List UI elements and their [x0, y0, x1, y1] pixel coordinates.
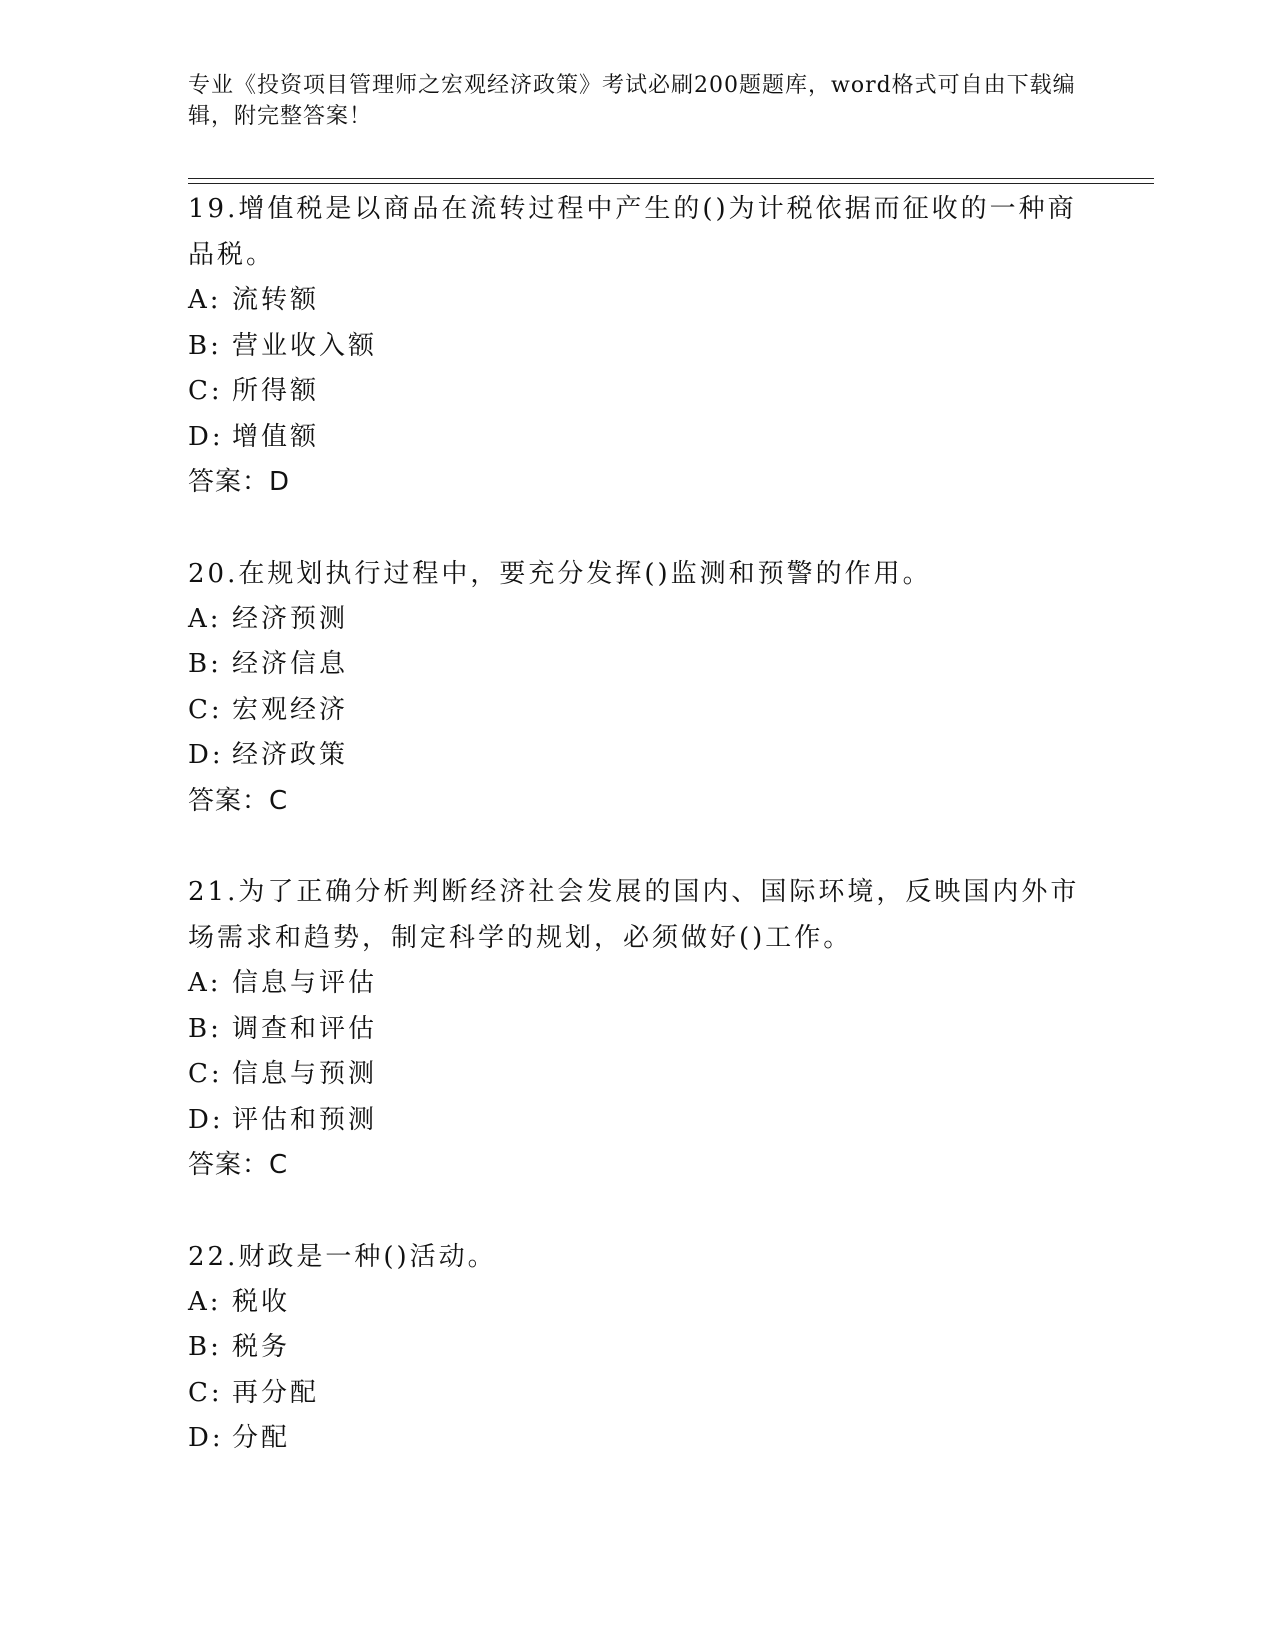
answer: 答案：C: [188, 1150, 289, 1180]
document-header: 专业《投资项目管理师之宏观经济政策》考试必刷200题题库，word格式可自由下载编辑，附完整答案！: [188, 73, 1076, 129]
question-stem: 22.财政是一种()活动。: [188, 1241, 497, 1272]
option-label: B:: [188, 649, 222, 679]
option-c: [188, 688, 1088, 734]
option-text: 信息与预测: [232, 1059, 378, 1089]
option-label: A:: [188, 603, 222, 634]
option-text: 宏观经济: [232, 694, 349, 725]
option-text: 流转额: [232, 285, 320, 315]
option-label: A:: [188, 1286, 222, 1317]
option-text: 经济预测: [232, 603, 349, 634]
option-text: 所得额: [232, 376, 320, 406]
question-stem: 20.在规划执行过程中，要充分发挥()监测和预警的作用。: [188, 558, 932, 589]
option-label: C:: [188, 376, 223, 406]
option-a: [188, 1280, 1088, 1326]
option-text: 增值额: [232, 421, 320, 452]
option-label: B:: [188, 1013, 222, 1044]
option-text: 评估和预测: [232, 1104, 378, 1135]
option-d: [188, 733, 1088, 779]
option-label: C:: [188, 694, 223, 725]
option-label: A:: [188, 285, 222, 315]
option-a: [188, 597, 1088, 643]
option-label: A:: [188, 968, 222, 998]
question-22: [188, 1234, 1088, 1462]
option-d: [188, 1416, 1088, 1462]
answer: 答案：D: [188, 467, 291, 497]
option-label: C:: [188, 1377, 223, 1408]
header-rule-bottom: [188, 183, 1154, 184]
option-b: [188, 642, 1088, 688]
question-21: [188, 869, 1088, 1189]
question-list: [188, 186, 1088, 1507]
question-stem: 21.为了正确分析判断经济社会发展的国内、国际环境，反映国内外市场需求和趋势，制定科学的规划，必须做好()工作。: [188, 877, 1080, 953]
question-20: [188, 551, 1088, 825]
option-text: 经济政策: [232, 740, 349, 770]
option-d: [188, 1098, 1088, 1144]
option-label: D:: [188, 1104, 224, 1135]
option-text: 经济信息: [232, 649, 349, 679]
option-label: D:: [188, 740, 224, 770]
option-label: C:: [188, 1059, 223, 1089]
option-c: [188, 1052, 1088, 1098]
answer: 答案：C: [188, 785, 289, 816]
option-label: D:: [188, 1423, 224, 1453]
option-b: [188, 324, 1088, 370]
header-rule-top: [188, 178, 1154, 179]
question-stem: 19.增值税是以商品在流转过程中产生的()为计税依据而征收的一种商品税。: [188, 194, 1077, 270]
option-text: 分配: [232, 1423, 291, 1453]
option-b: [188, 1325, 1088, 1371]
option-text: 税收: [232, 1286, 291, 1317]
option-text: 税务: [232, 1332, 291, 1362]
question-19: [188, 186, 1088, 506]
option-text: 调查和评估: [232, 1013, 378, 1044]
option-text: 再分配: [232, 1377, 320, 1408]
option-d: [188, 415, 1088, 461]
option-c: [188, 369, 1088, 415]
option-label: B:: [188, 330, 222, 361]
option-label: D:: [188, 421, 224, 452]
option-c: [188, 1371, 1088, 1417]
option-text: 营业收入额: [232, 330, 378, 361]
option-a: [188, 278, 1088, 324]
option-label: B:: [188, 1332, 222, 1362]
option-a: [188, 961, 1088, 1007]
option-b: [188, 1007, 1088, 1053]
option-text: 信息与评估: [232, 968, 378, 998]
